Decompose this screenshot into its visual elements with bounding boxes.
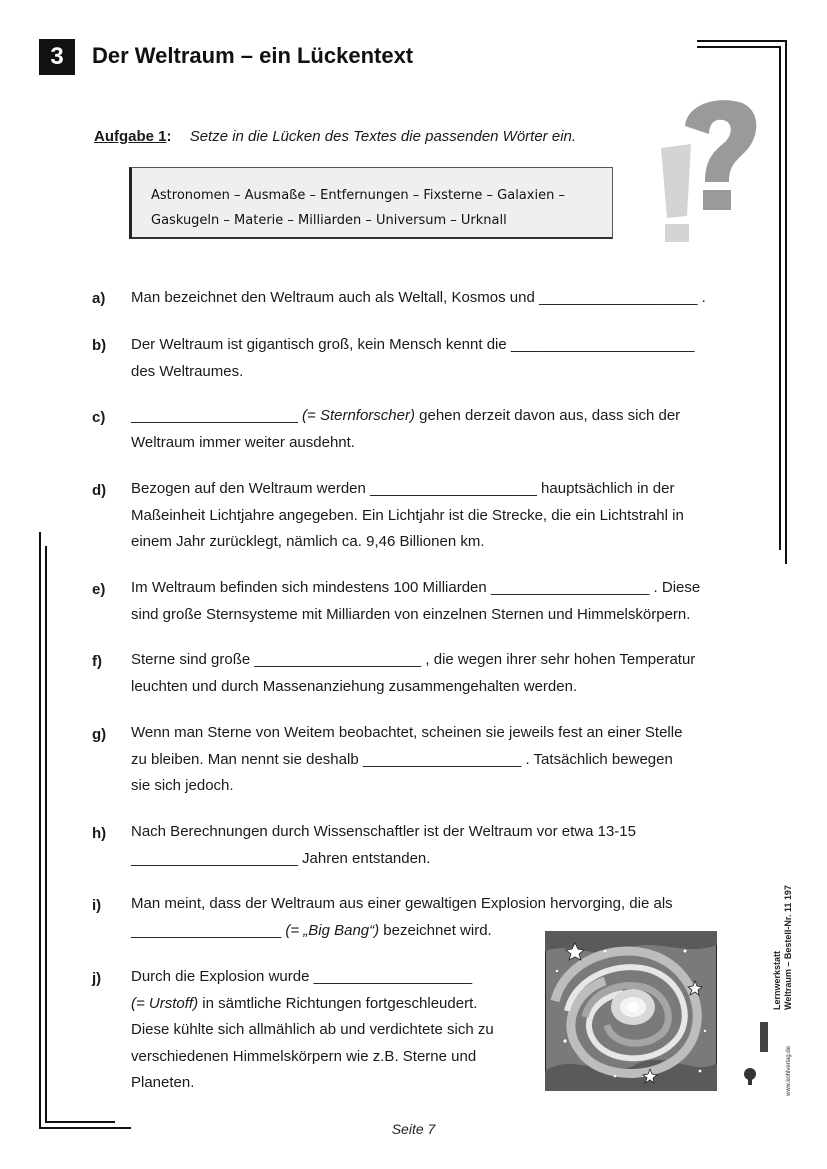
exercise-a-text	[131, 285, 751, 312]
question-exclamation-icon	[655, 96, 765, 246]
exercise-c-text	[131, 403, 751, 456]
exercise-d-line-3: einem Jahr zurücklegt, nämlich ca. 9,46 Billionen km.	[131, 533, 485, 550]
exercise-h-text	[131, 819, 751, 872]
exercise-b-line-1: Der Weltraum ist gigantisch groß, kein Mensch kennt die ______________________	[131, 336, 695, 353]
exercise-h-letter: h)	[92, 825, 107, 842]
exercise-c-blank: ____________________	[131, 407, 303, 424]
exercise-f-line-2: leuchten und durch Massenanziehung zusammengehalten werden.	[131, 677, 578, 695]
exercise-g-line-1: Wenn man Sterne von Weitem beobachtet, scheinen sie jeweils fest an einer Stelle	[131, 724, 683, 741]
exercise-j-line-5: Planeten.	[131, 1074, 195, 1091]
frame-line-right-outer	[785, 40, 787, 564]
task-colon: :	[166, 128, 172, 145]
frame-line-top-inner	[697, 46, 781, 48]
exercise-j-line-4: verschiedenen Himmelskörpern wie z.B. Sterne und	[131, 1047, 477, 1065]
exercise-e-letter: e)	[92, 581, 106, 598]
exercise-a-line-1: Man bezeichnet den Weltraum auch als Weltall, Kosmos und ___________________ .	[131, 289, 706, 306]
exercise-j-line-3: Diese kühlte sich allmählich ab und verdichtete sich zu	[131, 1021, 494, 1038]
exercise-b-text	[131, 332, 751, 385]
exercise-g-line-2: zu bleiben. Man nennt sie deshalb ___________________ . Tatsächlich bewegen	[131, 750, 673, 768]
side-line-1: Lernwerkstatt	[772, 950, 782, 1010]
exercise-f-letter: f)	[92, 653, 102, 670]
exercise-i-line-1: Man meint, dass der Weltraum aus einer gewaltigen Explosion hervorging, die als	[131, 895, 673, 912]
exercise-b-line-2: des Weltraumes.	[131, 362, 244, 380]
word-bank-line-2: Gaskugeln – Materie – Milliarden – Universum – Urknall	[151, 213, 507, 228]
exercise-g-text	[131, 720, 751, 800]
exercise-e-line-1: Im Weltraum befinden sich mindestens 100 Milliarden ___________________ . Diese	[131, 579, 701, 596]
exercise-j-line-1: Durch die Explosion wurde ___________________	[131, 968, 473, 985]
exercise-c-line-1	[131, 403, 751, 430]
exercise-d-letter: d)	[92, 482, 107, 499]
exercise-d-text	[131, 476, 751, 556]
exercise-j-line-2	[131, 991, 531, 1018]
exercise-f-text	[131, 647, 751, 700]
exercise-c-hint: (= Sternforscher)	[302, 407, 415, 424]
side-line-2: Weltraum – Bestell-Nr. 11 197	[783, 885, 793, 1010]
exercise-g-line-3: sie sich jedoch.	[131, 777, 234, 794]
exercise-i-blank: __________________	[131, 921, 286, 939]
exercise-a-letter: a)	[92, 290, 106, 307]
exercise-e-line-2: sind große Sternsysteme mit Milliarden von einzelnen Sternen und Himmelskörpern.	[131, 605, 691, 623]
exercise-j-letter: j)	[92, 970, 102, 987]
exercise-d-line-1: Bezogen auf den Weltraum werden ____________________ hauptsächlich in der	[131, 480, 675, 497]
publisher-logo-icon	[742, 1018, 772, 1086]
frame-line-top-outer	[697, 40, 787, 42]
word-bank-line-1: Astronomen – Ausmaße – Entfernungen – Fixsterne – Galaxien –	[151, 188, 565, 203]
exercise-c-line-2: Weltraum immer weiter ausdehnt.	[131, 433, 355, 451]
exercise-c-letter: c)	[92, 409, 106, 426]
exercise-h-line-2: ____________________ Jahren entstanden.	[131, 849, 431, 867]
exercise-b-letter: b)	[92, 337, 107, 354]
exercise-i-letter: i)	[92, 897, 102, 914]
exercise-i-hint: (= „Big Bang“)	[285, 921, 380, 939]
exercise-j-text	[131, 964, 531, 1097]
task-text: Setze in die Lücken des Textes die passenden Wörter ein.	[189, 128, 577, 145]
word-bank-box	[129, 167, 613, 239]
task-label: Aufgabe 1	[94, 128, 167, 145]
page-number: Seite 7	[391, 1121, 436, 1137]
frame-line-right-inner	[779, 46, 781, 550]
exercise-h-line-1: Nach Berechnungen durch Wissenschaftler ist der Weltraum vor etwa 13-15	[131, 823, 636, 840]
exercise-j-line-2-rest: in sämtliche Richtungen fortgeschleudert.	[198, 994, 478, 1012]
page-title: Der Weltraum – ein Lückentext	[92, 43, 414, 68]
exercise-d-line-2: Maßeinheit Lichtjahre angegeben. Ein Lichtjahr ist die Strecke, die ein Lichtstrahl in	[131, 506, 684, 524]
exercise-e-text	[131, 575, 751, 628]
exercise-i-line-2-rest: bezeichnet wird.	[379, 921, 492, 939]
exercise-j-hint: (= Urstoff)	[131, 994, 199, 1012]
exercise-c-line-1-rest: gehen derzeit davon aus, dass sich der	[414, 407, 681, 424]
frame-line-left-outer	[39, 532, 41, 1128]
exercise-f-line-1: Sterne sind große ____________________ , die wegen ihrer sehr hohen Temperatur	[131, 651, 696, 668]
exercise-g-letter: g)	[92, 726, 107, 743]
section-number: 3	[39, 39, 75, 75]
frame-line-left-inner	[45, 546, 47, 1122]
side-url: www.kohlverlag.de	[786, 1045, 792, 1096]
task-instruction	[94, 128, 576, 145]
galaxy-illustration	[545, 931, 717, 1091]
